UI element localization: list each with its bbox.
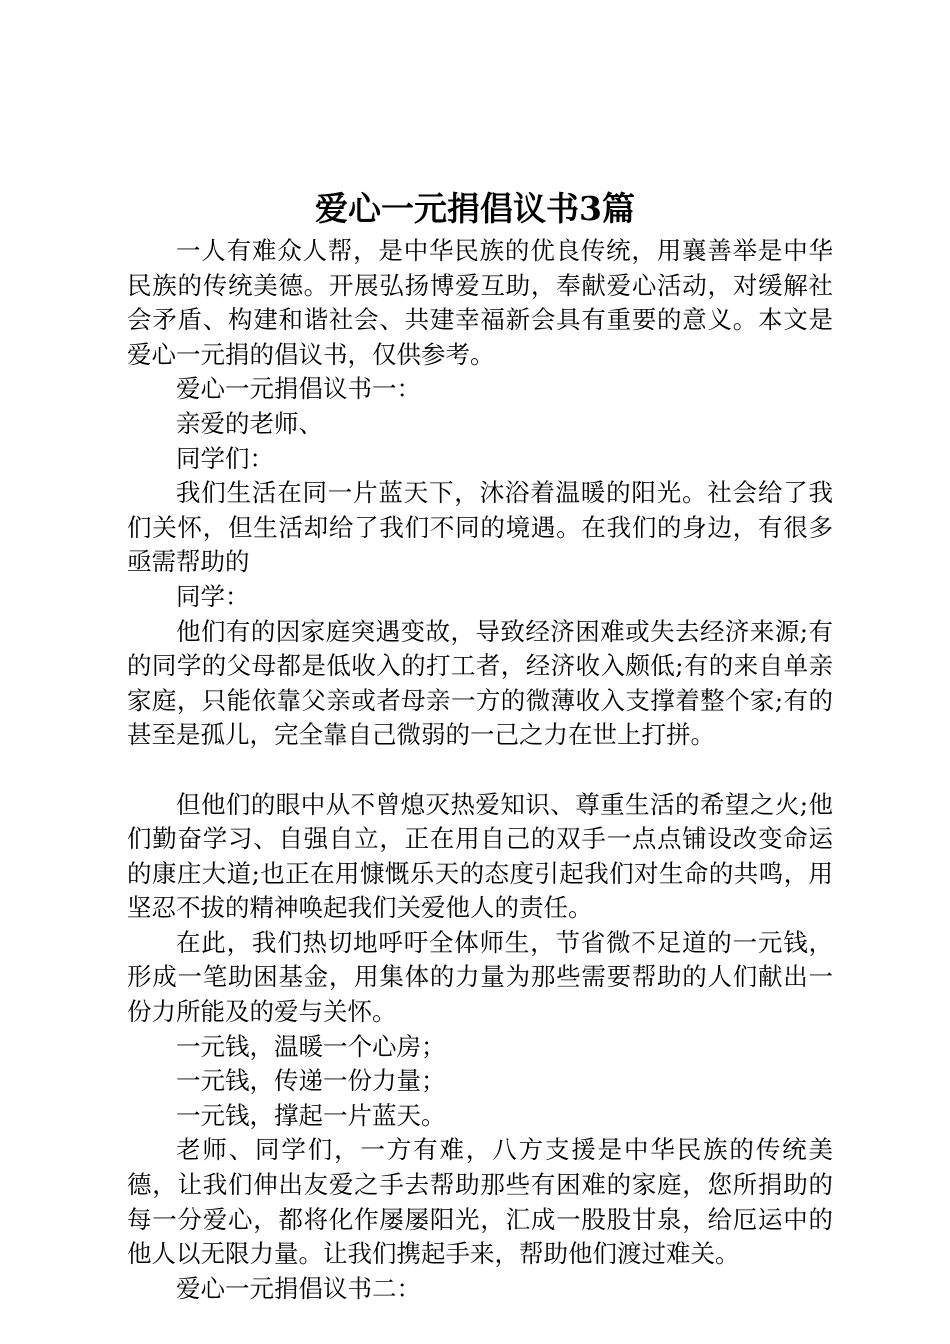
slogan-warmth: 一元钱，温暖一个心房； [176, 1031, 446, 1061]
paragraph-hope: 但他们的眼中从不曾熄灭热爱知识、尊重生活的希望之火;他们勤奋学习、自强自立，正在用自己的双手一点点铺设改变命运的康庄大道;也正在用慷慨乐天的态度引起我们对生命的共鸣，用坚忍不拔的精神唤起我们关爱他人的责任。 [127, 789, 833, 923]
slogan-sky: 一元钱，撑起一片蓝天。 [176, 1100, 446, 1130]
document-title: 爱心一元捐倡议书3篇 [315, 189, 635, 228]
salutation-students: 同学们： [176, 443, 274, 473]
paragraph-same-sky: 我们生活在同一片蓝天下，沐浴着温暖的阳光。社会给了我们关怀，但生活却给了我们不同的境遇。在我们的身边，有很多亟需帮助的 [127, 478, 833, 577]
paragraph-appeal: 在此，我们热切地呼吁全体师生，节省微不足道的一元钱，形成一笔助困基金，用集体的力量为那些需要帮助的人们献出一份力所能及的爱与关怀。 [127, 927, 833, 1027]
paragraph-classmates: 同学： [176, 581, 250, 611]
section-heading-one: 爱心一元捐倡议书一： [176, 374, 421, 404]
paragraph-closing: 老师、同学们，一方有难，八方支援是中华民族的传统美德，让我们伸出友爱之手去帮助那些有困难的家庭，您所捐助的每一分爱心，都将化作屡屡阳光，汇成一股股甘泉，给厄运中的他人以无限力量。让我们携起手来，帮助他们渡过难关。 [127, 1135, 833, 1269]
paragraph-intro: 一人有难众人帮，是中华民族的优良传统，用襄善举是中华民族的传统美德。开展弘扬博爱互助，奉献爱心活动，对缓解社会矛盾、构建和谐社会、共建幸福新会具有重要的意义。本文是爱心一元捐的倡议书，仅供参考。 [127, 236, 833, 369]
salutation-teachers: 亲爱的老师、 [176, 408, 323, 438]
paragraph-hardships: 他们有的因家庭突遇变故，导致经济困难或失去经济来源;有的同学的父母都是低收入的打工者，经济收入颇低;有的来自单亲家庭，只能依靠父亲或者母亲一方的微薄收入支撑着整个家;有的甚至是孤儿，完全靠自己微弱的一己之力在世上打拼。 [127, 616, 833, 750]
slogan-strength: 一元钱，传递一份力量； [176, 1066, 446, 1096]
section-heading-two: 爱心一元捐倡议书二： [176, 1273, 421, 1303]
document-body [127, 234, 833, 1306]
